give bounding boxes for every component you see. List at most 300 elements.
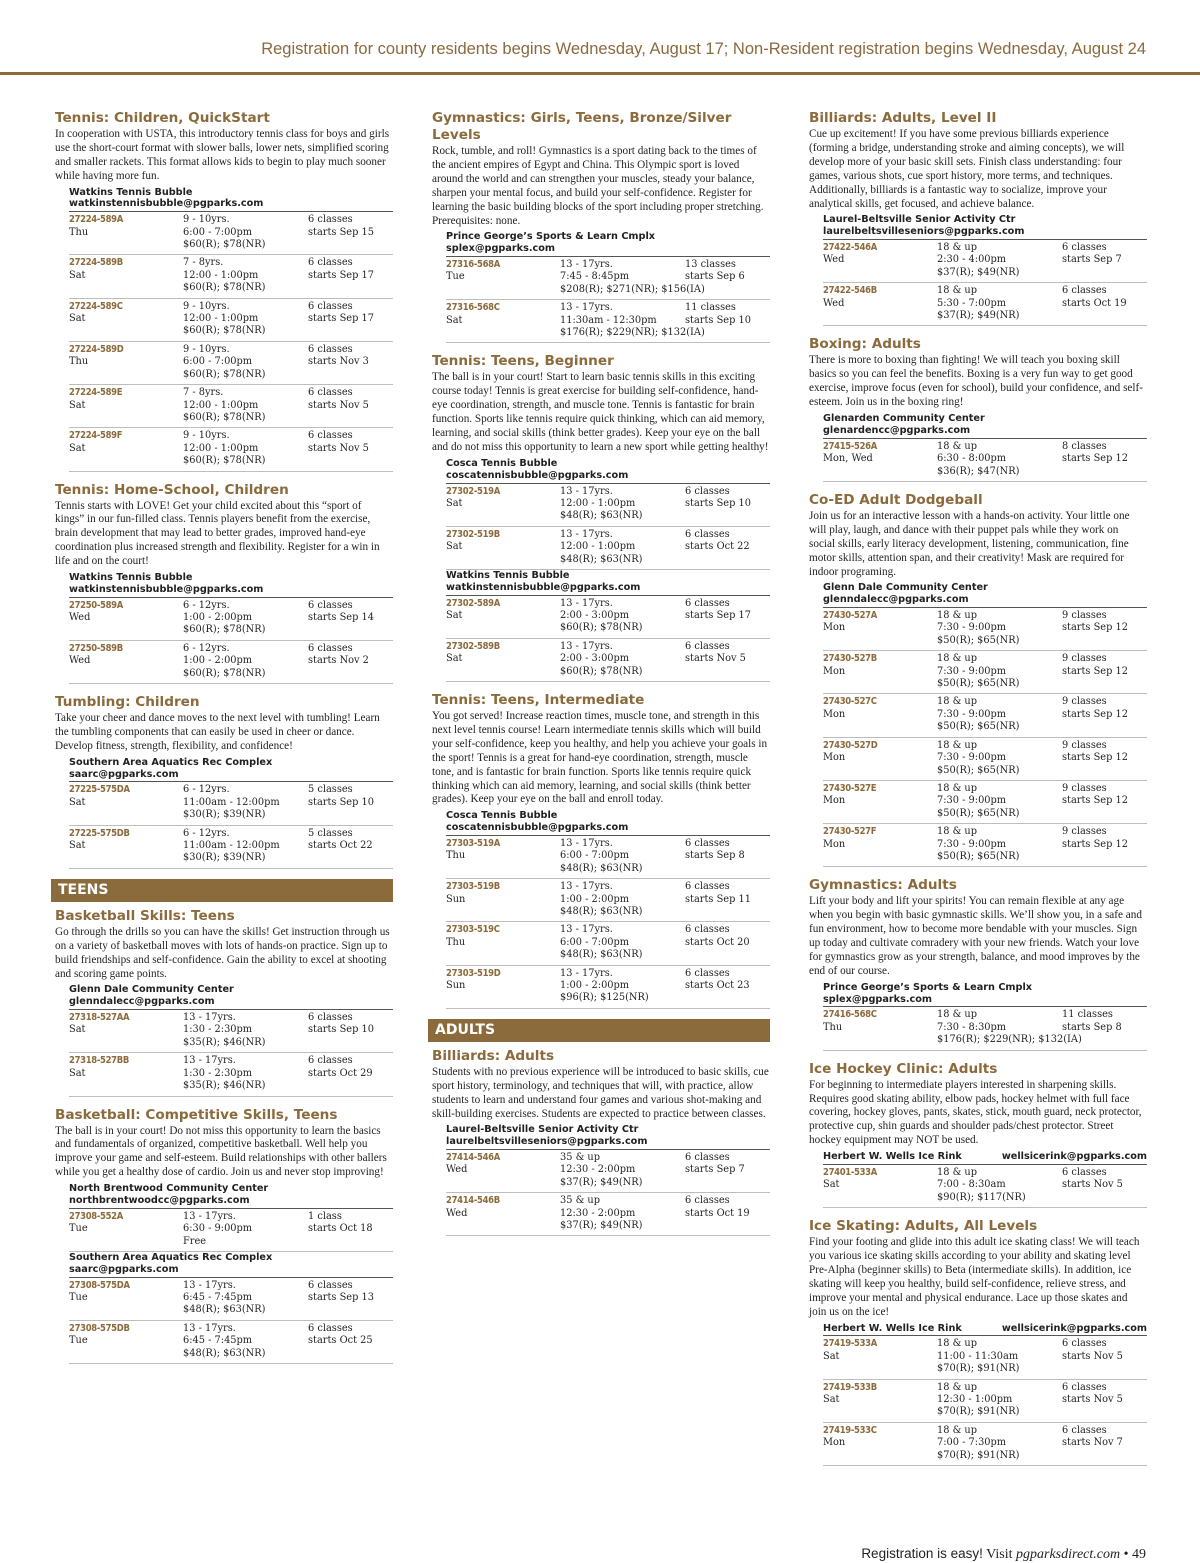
program-description: Take your cheer and dance moves to the next level with tumbling! Learn the tumbling components that can easily be used in cheer or dance. Develop fitness, strength, flexibility, and confidence!	[55, 712, 380, 752]
program-description: The ball is in your court! Start to learn basic tennis skills in this exciting course today! Tennis is great exercise for building self-confidence, hand-eye coordination, strength, and muscle tone. Tennis is fantastic for brain function. Sports like tennis require quick thinking, which can aid memory, learning, and social skills (think better grades). Keep your eye on the ball and do not miss this opportunity to learn a new sport while getting healthy!	[432, 371, 769, 453]
class-offering	[823, 283, 1147, 326]
location-email[interactable]: glenndalecc@pgparks.com	[69, 996, 215, 1008]
age-range: 13 - 17yrs.	[560, 924, 613, 936]
program-section	[432, 692, 770, 1009]
age-range: 6 - 12yrs.	[183, 642, 230, 654]
class-time: 7:00 - 7:30pm	[937, 1437, 1007, 1449]
location-name: Herbert W. Wells Ice Rink	[823, 1151, 962, 1163]
class-time: 11:00am - 12:00pm	[183, 840, 280, 852]
class-fee: $30(R); $39(NR)	[183, 852, 266, 864]
class-day: Mon	[823, 708, 846, 720]
course-code: 27416-568C	[823, 1009, 877, 1021]
location-email[interactable]: watkinstennisbubble@pgparks.com	[446, 581, 641, 593]
empty-cell	[823, 466, 937, 478]
class-offering	[69, 212, 393, 255]
course-code: 27430-527B	[823, 653, 877, 665]
start-date: starts Oct 25	[308, 1335, 373, 1347]
location-email[interactable]: wellsicerink@pgparks.com	[1001, 1322, 1147, 1334]
age-range: 13 - 17yrs.	[560, 597, 613, 609]
class-day: Wed	[69, 655, 91, 667]
age-range: 18 & up	[937, 1166, 977, 1178]
location-name: Cosca Tennis Bubble	[446, 457, 558, 469]
class-fee: $60(R); $78(NR)	[183, 282, 266, 294]
class-time: 6:00 - 7:00pm	[183, 356, 253, 368]
location-email[interactable]: glenndalecc@pgparks.com	[823, 594, 969, 606]
class-day: Wed	[69, 612, 91, 624]
class-offering	[69, 385, 393, 428]
class-count: 6 classes	[308, 1279, 353, 1291]
empty-cell	[446, 666, 560, 678]
class-time: 12:30 - 1:00pm	[937, 1394, 1013, 1405]
program-title: Ice Hockey Clinic: Adults	[809, 1060, 998, 1077]
footer-separator: •	[1120, 1547, 1132, 1562]
program-section	[809, 877, 1147, 1050]
start-date: starts Nov 3	[308, 356, 369, 368]
start-date: starts Sep 14	[308, 612, 374, 624]
location-email[interactable]: watkinstennisbubble@pgparks.com	[69, 583, 264, 595]
start-date: starts Sep 12	[1062, 795, 1128, 807]
empty-cell	[823, 1034, 937, 1046]
footer-tagline: Registration is easy!	[861, 1546, 983, 1561]
class-day: Sun	[446, 893, 466, 905]
empty-cell	[446, 554, 560, 566]
age-range: 18 & up	[937, 739, 977, 751]
program-title: Ice Skating: Adults, All Levels	[809, 1218, 1038, 1235]
course-code: 27419-533A	[823, 1338, 877, 1350]
start-date: starts Nov 5	[685, 653, 746, 665]
class-count: 6 classes	[308, 343, 353, 355]
class-count: 6 classes	[1062, 1424, 1107, 1436]
age-range: 9 - 10yrs.	[183, 214, 230, 226]
start-date: starts Sep 12	[1062, 622, 1128, 634]
class-offering	[823, 439, 1147, 482]
empty-cell	[823, 765, 937, 777]
course-code: 27224-589E	[69, 387, 123, 399]
location-email[interactable]: wellsicerink@pgparks.com	[1001, 1151, 1147, 1163]
empty-cell	[823, 635, 937, 647]
empty-cell	[823, 1450, 937, 1462]
class-time: 1:30 - 2:30pm	[183, 1024, 253, 1036]
empty-cell	[69, 1304, 183, 1316]
class-fee: $48(R); $63(NR)	[183, 1347, 266, 1359]
class-offering	[69, 1053, 393, 1096]
class-count: 6 classes	[685, 881, 730, 893]
program-section	[809, 1218, 1147, 1466]
course-code: 27414-546B	[446, 1195, 500, 1207]
class-offering	[446, 922, 770, 965]
program-section	[55, 110, 393, 472]
class-fee: $48(R); $63(NR)	[560, 905, 643, 917]
location-header	[446, 231, 770, 257]
location-header	[69, 984, 393, 1010]
course-code: 27250-589B	[69, 642, 123, 654]
program-section	[432, 1048, 770, 1237]
class-time: 12:00 - 1:00pm	[560, 497, 636, 509]
class-fee: $176(R); $229(NR); $132(IA)	[560, 327, 705, 339]
class-offering	[823, 608, 1147, 651]
class-fee: $37(R); $49(NR)	[560, 1176, 643, 1188]
class-day: Thu	[446, 936, 466, 948]
program-title: Basketball Skills: Teens	[55, 907, 235, 924]
section-banner: ADULTS	[428, 1019, 770, 1042]
program-section	[55, 908, 393, 1097]
location-email[interactable]: coscatennisbubble@pgparks.com	[446, 469, 629, 481]
class-day: Sat	[446, 497, 463, 509]
class-time: 6:00 - 7:00pm	[560, 936, 630, 948]
class-fee: $37(R); $49(NR)	[937, 266, 1020, 278]
location-email[interactable]: laurelbeltsvilleseniors@pgparks.com	[446, 1136, 648, 1148]
start-date: starts Sep 12	[1062, 752, 1128, 764]
empty-cell	[446, 992, 560, 1004]
class-offering	[823, 1380, 1147, 1423]
class-offering	[446, 1150, 770, 1193]
course-code: 27303-519D	[446, 967, 501, 979]
class-fee: $96(R); $125(NR)	[560, 992, 649, 1004]
class-count: 6 classes	[308, 430, 353, 442]
class-time: 1:30 - 2:30pm	[183, 1067, 253, 1079]
program-title: Tennis: Home-School, Children	[55, 481, 289, 498]
age-range: 18 & up	[937, 285, 977, 297]
empty-cell	[69, 1037, 183, 1049]
location-email[interactable]: watkinstennisbubble@pgparks.com	[69, 198, 264, 210]
class-fee: $50(R); $65(NR)	[937, 634, 1020, 646]
empty-cell	[69, 325, 183, 337]
class-time: 2:00 - 3:00pm	[560, 653, 630, 665]
empty-cell	[69, 1080, 183, 1092]
class-offering	[446, 879, 770, 922]
class-day: Sat	[823, 1350, 840, 1362]
course-code: 27430-527E	[823, 782, 877, 794]
location-email[interactable]: laurelbeltsvilleseniors@pgparks.com	[823, 226, 1025, 238]
location-name: Watkins Tennis Bubble	[446, 569, 570, 581]
empty-cell	[823, 1192, 937, 1204]
location-name: Southern Area Aquatics Rec Complex	[69, 756, 273, 768]
class-fee: $70(R); $91(NR)	[937, 1449, 1020, 1461]
age-range: 9 - 10yrs.	[183, 300, 230, 312]
program-title: Basketball: Competitive Skills, Teens	[55, 1106, 338, 1123]
program-description: The ball is in your court! Do not miss this opportunity to learn the basics and fundamentals of organized, competitive basketball. Well help you improve your game and self-esteem. Build relationships with other ballers while you get a healthy dose of cardio. Join us and never stop improving!	[55, 1124, 387, 1179]
age-range: 18 & up	[937, 1424, 977, 1436]
course-code: 27422-546B	[823, 285, 877, 297]
class-offering	[446, 257, 770, 300]
empty-cell	[823, 808, 937, 820]
class-time: 7:30 - 9:00pm	[937, 795, 1007, 807]
location-email[interactable]: coscatennisbubble@pgparks.com	[446, 822, 629, 834]
class-day: Thu	[69, 356, 89, 368]
start-date: starts Nov 5	[308, 442, 369, 454]
location-header	[823, 214, 1147, 240]
class-count: 6 classes	[308, 257, 353, 269]
footer-visit: Visit	[982, 1547, 1017, 1562]
class-day: Tue	[69, 1335, 88, 1347]
program-description: In cooperation with USTA, this introductory tennis class for boys and girls use the short-court format with slower balls, lower nets, simplified scoring and smaller rackets. This format allows kids to begin to play much sooner while having more fun.	[55, 128, 390, 182]
class-time: 12:00 - 1:00pm	[560, 541, 636, 553]
start-date: starts Sep 17	[308, 313, 374, 325]
class-fee: $90(R); $117(NR)	[937, 1191, 1026, 1203]
start-date: starts Sep 10	[308, 1024, 374, 1036]
start-date: starts Sep 7	[685, 1164, 745, 1176]
age-range: 13 - 17yrs.	[560, 302, 613, 314]
class-time: 12:30 - 2:00pm	[560, 1164, 636, 1176]
program-title: Tumbling: Children	[55, 694, 200, 711]
start-date: starts Sep 12	[1062, 708, 1128, 720]
course-code: 27303-519C	[446, 924, 500, 936]
class-day: Mon, Wed	[823, 453, 873, 465]
program-section	[809, 110, 1147, 326]
program-title: Tennis: Teens, Beginner	[432, 353, 614, 370]
class-count: 11 classes	[1062, 1009, 1113, 1021]
class-day: Mon	[823, 752, 846, 764]
course-code: 27224-589C	[69, 300, 123, 312]
class-count: 6 classes	[308, 599, 353, 611]
class-offering	[69, 428, 393, 471]
class-count: 6 classes	[308, 387, 353, 399]
program-description: Lift your body and lift your spirits! You can remain flexible at any age when you begin with basic gymnastic skills. We’ll show you, in a safe and fun environment, how to become more bendable with your muscles. Sign up today and cultivate comradery with your new friends. Watch your love for gymnastics grow as your strength, balance, and mood improves by the end of our course.	[809, 895, 1142, 977]
class-fee: $37(R); $49(NR)	[937, 310, 1020, 322]
course-code: 27308-575DA	[69, 1279, 130, 1291]
age-range: 6 - 12yrs.	[183, 599, 230, 611]
age-range: 13 - 17yrs.	[560, 485, 613, 497]
age-range: 13 - 17yrs.	[560, 967, 613, 979]
class-offering	[823, 824, 1147, 867]
start-date: starts Oct 22	[685, 541, 750, 553]
course-code: 27308-575DB	[69, 1322, 130, 1334]
empty-cell	[69, 1348, 183, 1360]
class-time: 6:30 - 9:00pm	[183, 1223, 253, 1235]
class-count: 8 classes	[1062, 440, 1107, 452]
class-offering	[69, 1010, 393, 1053]
class-offering	[446, 527, 770, 570]
class-time: 7:30 - 8:30pm	[937, 1021, 1007, 1033]
class-offering	[446, 300, 770, 343]
class-time: 7:45 - 8:45pm	[560, 271, 630, 283]
class-count: 5 classes	[308, 784, 353, 796]
class-offering	[446, 639, 770, 682]
empty-cell	[446, 622, 560, 634]
class-day: Sat	[823, 1394, 840, 1405]
class-count: 1 class	[308, 1210, 342, 1222]
course-code: 27316-568A	[446, 259, 500, 271]
course-code: 27224-589D	[69, 343, 124, 355]
location-header	[69, 757, 393, 783]
class-count: 6 classes	[1062, 285, 1107, 297]
class-fee: $60(R); $78(NR)	[560, 622, 643, 634]
class-fee: $30(R); $39(NR)	[183, 809, 266, 821]
class-day: Sat	[69, 313, 86, 325]
location-name: Southern Area Aquatics Rec Complex	[69, 1251, 273, 1263]
class-fee: $60(R); $78(NR)	[560, 665, 643, 677]
class-count: 6 classes	[685, 597, 730, 609]
age-range: 13 - 17yrs.	[183, 1279, 236, 1291]
course-code: 27419-533C	[823, 1424, 877, 1436]
class-day: Tue	[446, 271, 465, 283]
class-time: 7:30 - 9:00pm	[937, 752, 1007, 764]
course-code: 27430-527D	[823, 739, 878, 751]
start-date: starts Oct 18	[308, 1223, 373, 1235]
class-offering	[823, 651, 1147, 694]
course-code: 27250-589A	[69, 599, 123, 611]
age-range: 13 - 17yrs.	[183, 1012, 236, 1024]
class-count: 13 classes	[685, 259, 736, 271]
course-code: 27302-519B	[446, 528, 500, 540]
location-email[interactable]: splex@pgparks.com	[823, 993, 933, 1005]
age-range: 13 - 17yrs.	[560, 881, 613, 893]
class-count: 9 classes	[1062, 696, 1107, 708]
class-offering	[446, 966, 770, 1009]
class-day: Sat	[446, 314, 463, 326]
class-count: 6 classes	[308, 642, 353, 654]
class-count: 6 classes	[685, 1195, 730, 1207]
class-fee: $50(R); $65(NR)	[937, 807, 1020, 819]
course-code: 27401-533A	[823, 1166, 877, 1178]
empty-cell	[69, 668, 183, 680]
program-section	[432, 353, 770, 682]
column-2	[432, 110, 770, 1246]
class-offering	[446, 1193, 770, 1236]
start-date: starts Nov 5	[308, 399, 369, 411]
class-time: 12:30 - 2:00pm	[560, 1207, 636, 1219]
start-date: starts Nov 2	[308, 655, 369, 667]
class-fee: $48(R); $63(NR)	[560, 510, 643, 522]
age-range: 35 & up	[560, 1152, 600, 1163]
location-email[interactable]: northbrentwoodcc@pgparks.com	[69, 1194, 250, 1206]
start-date: starts Sep 10	[685, 314, 751, 326]
empty-cell	[69, 282, 183, 294]
age-range: 13 - 17yrs.	[183, 1322, 236, 1334]
class-day: Thu	[823, 1021, 843, 1033]
location-header	[823, 413, 1147, 439]
class-time: 1:00 - 2:00pm	[560, 893, 630, 905]
location-name: Cosca Tennis Bubble	[446, 810, 558, 822]
class-offering	[69, 342, 393, 385]
location-header	[823, 1323, 1147, 1337]
class-fee: $60(R); $78(NR)	[183, 455, 266, 467]
age-range: 18 & up	[937, 1338, 977, 1350]
class-count: 6 classes	[685, 485, 730, 497]
page-footer	[861, 1546, 1146, 1563]
location-header	[446, 458, 770, 484]
class-offering	[823, 1423, 1147, 1466]
course-code: 27316-568C	[446, 302, 500, 314]
course-code: 27302-519A	[446, 485, 500, 497]
age-range: 13 - 17yrs.	[183, 1055, 236, 1067]
class-fee: $50(R); $65(NR)	[937, 721, 1020, 733]
program-section	[55, 694, 393, 869]
empty-cell	[446, 949, 560, 961]
start-date: starts Sep 11	[685, 893, 751, 905]
empty-cell	[823, 267, 937, 279]
empty-cell	[69, 1236, 183, 1248]
class-offering	[69, 1321, 393, 1364]
class-offering	[823, 781, 1147, 824]
class-offering	[69, 598, 393, 641]
location-name: Glenn Dale Community Center	[69, 984, 234, 996]
class-offering	[69, 1278, 393, 1321]
class-time: 12:00 - 1:00pm	[183, 442, 259, 454]
class-count: 6 classes	[685, 924, 730, 936]
class-time: 12:00 - 1:00pm	[183, 399, 259, 411]
class-day: Thu	[69, 226, 89, 238]
start-date: starts Oct 20	[685, 936, 750, 948]
class-count: 9 classes	[1062, 782, 1107, 794]
start-date: starts Nov 7	[1062, 1437, 1123, 1449]
location-email[interactable]: glenardencc@pgparks.com	[823, 424, 971, 436]
class-day: Sat	[69, 796, 86, 808]
empty-cell	[69, 809, 183, 821]
program-section	[432, 110, 770, 343]
start-date: starts Sep 12	[1062, 453, 1128, 465]
class-count: 6 classes	[685, 528, 730, 540]
class-time: 6:45 - 7:45pm	[183, 1291, 253, 1303]
location-name: Glenarden Community Center	[823, 413, 985, 425]
class-time: 7:00 - 8:30am	[937, 1179, 1006, 1191]
class-fee: $37(R); $49(NR)	[560, 1220, 643, 1232]
location-header	[446, 810, 770, 836]
class-fee: $35(R); $46(NR)	[183, 1036, 266, 1048]
course-code: 27318-527AA	[69, 1012, 130, 1024]
location-header	[823, 1151, 1147, 1165]
location-email[interactable]: saarc@pgparks.com	[69, 768, 179, 780]
class-count: 6 classes	[1062, 1166, 1107, 1178]
class-day: Tue	[69, 1223, 88, 1235]
program-description: For beginning to intermediate players interested in sharpening skills. Requires good skating ability, elbow pads, hockey helmet with full face covering, hockey gloves, pants, skates, stick, mouth guard, neck protector, protective cup, shin guards and shoulder pads/chest protector. Street hockey equipment may NOT be used.	[809, 1078, 1142, 1147]
location-email[interactable]: splex@pgparks.com	[446, 243, 556, 255]
class-time: 1:00 - 2:00pm	[183, 655, 253, 667]
class-time: 7:30 - 9:00pm	[937, 838, 1007, 850]
course-code: 27415-526A	[823, 440, 877, 452]
course-code: 27224-589F	[69, 430, 123, 442]
class-time: 1:00 - 2:00pm	[183, 612, 253, 624]
class-fee: $60(R); $78(NR)	[183, 368, 266, 380]
class-offering	[446, 484, 770, 527]
location-email[interactable]: saarc@pgparks.com	[69, 1263, 179, 1275]
class-day: Wed	[446, 1164, 468, 1176]
age-range: 9 - 10yrs.	[183, 343, 230, 355]
course-code: 27430-527A	[823, 610, 877, 622]
class-count: 5 classes	[308, 827, 353, 839]
start-date: starts Sep 6	[685, 271, 745, 283]
class-offering	[823, 240, 1147, 283]
empty-cell	[69, 455, 183, 467]
header-divider	[0, 72, 1200, 75]
program-section	[55, 1107, 393, 1364]
class-day: Sat	[69, 269, 86, 281]
class-offering	[69, 299, 393, 342]
class-fee: $70(R); $91(NR)	[937, 1406, 1020, 1418]
program-title: Co-ED Adult Dodgeball	[809, 491, 983, 508]
page-header	[0, 0, 1200, 76]
class-offering	[69, 641, 393, 684]
age-range: 9 - 10yrs.	[183, 430, 230, 442]
location-name: North Brentwood Community Center	[69, 1183, 269, 1195]
age-range: 18 & up	[937, 826, 977, 838]
age-range: 18 & up	[937, 782, 977, 794]
footer-website-link[interactable]: pgparksdirect.com	[1016, 1547, 1121, 1562]
start-date: starts Oct 23	[685, 979, 750, 991]
start-date: starts Sep 10	[685, 497, 751, 509]
age-range: 18 & up	[937, 440, 977, 452]
class-day: Thu	[446, 850, 466, 862]
class-day: Tue	[69, 1291, 88, 1303]
course-code: 27430-527F	[823, 826, 877, 838]
start-date: starts Sep 10	[308, 796, 374, 808]
class-offering	[446, 836, 770, 879]
age-range: 18 & up	[937, 696, 977, 708]
age-range: 13 - 17yrs.	[560, 528, 613, 540]
class-count: 6 classes	[685, 967, 730, 979]
class-count: 6 classes	[308, 1012, 353, 1024]
class-time: 6:00 - 7:00pm	[183, 226, 253, 238]
